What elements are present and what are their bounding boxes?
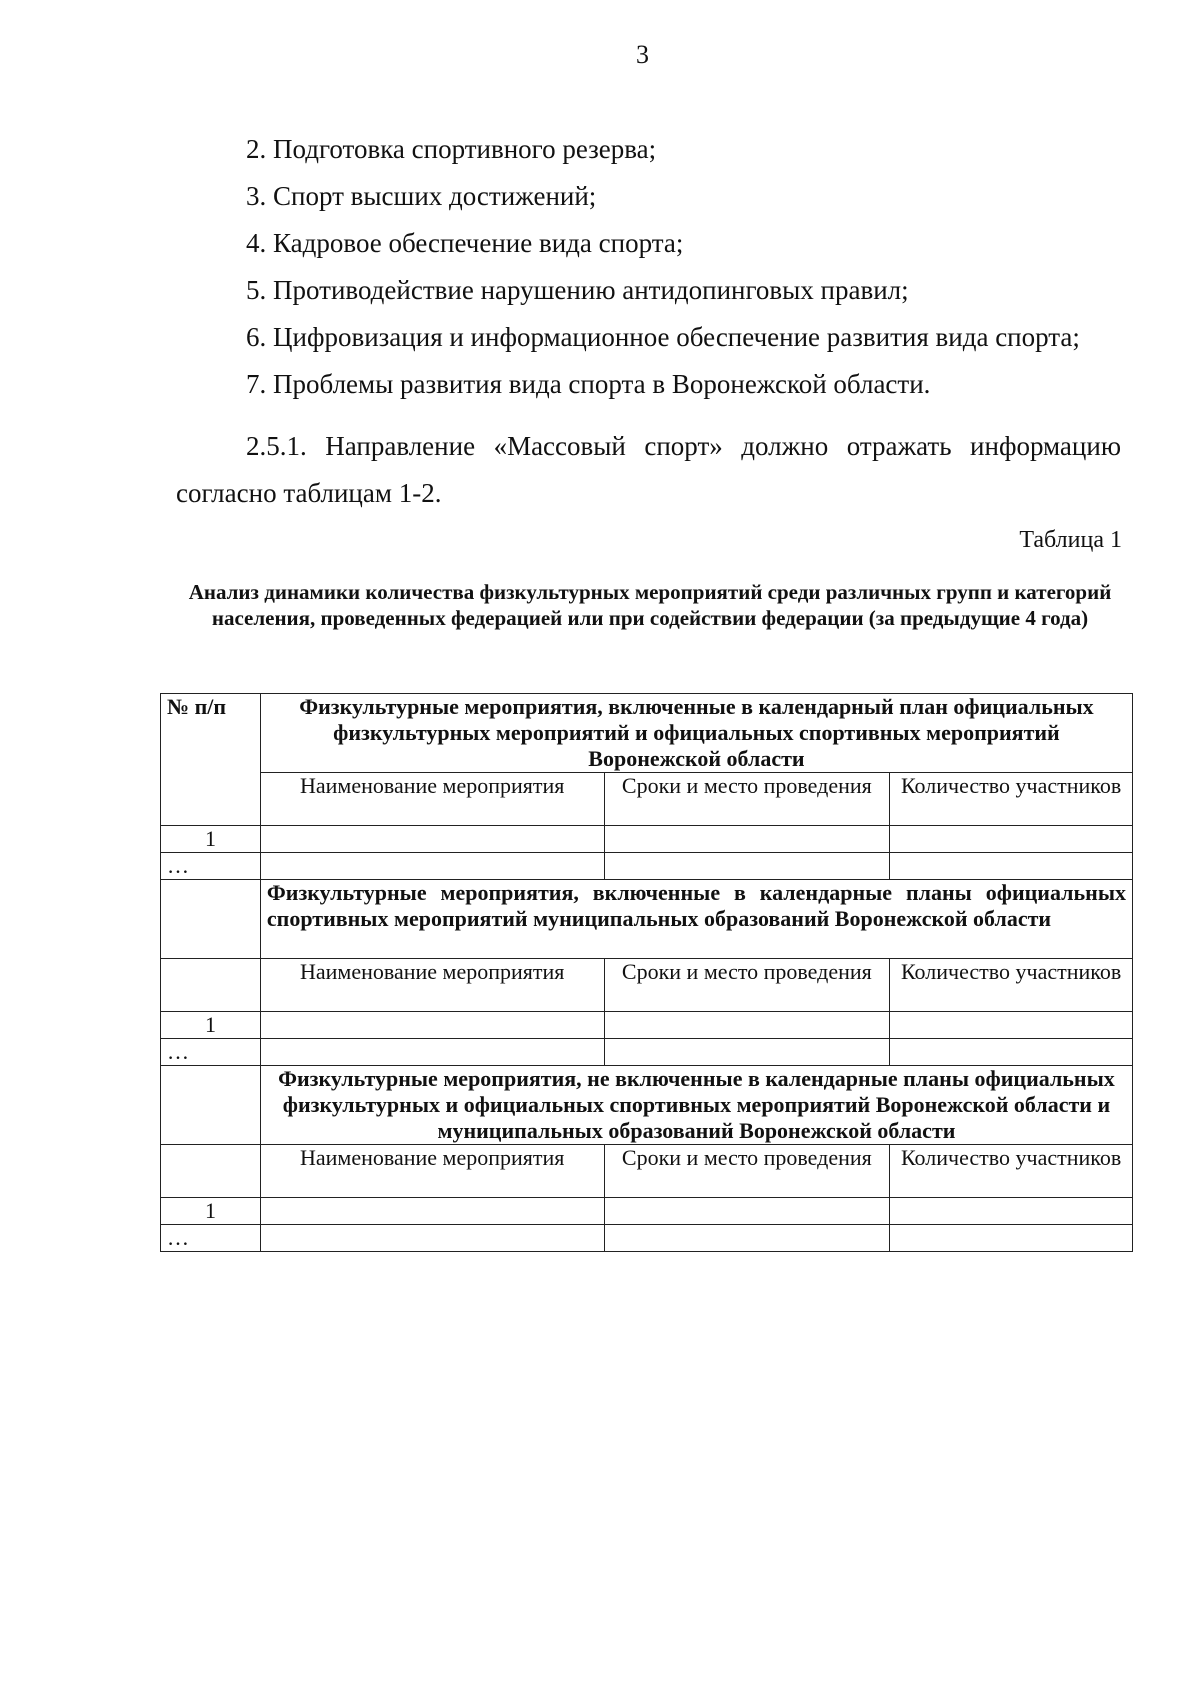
- column-header-name: Наименование мероприятия: [260, 959, 604, 1012]
- table-cell: [161, 880, 261, 959]
- list-item: 4. Кадровое обеспечение вида спорта;: [246, 228, 684, 258]
- table-cell: [890, 1198, 1133, 1225]
- paragraph-line-1: 2.5.1. Направление «Массовый спорт» должно отражать информацию: [246, 431, 1121, 461]
- table-cell: [161, 959, 261, 1012]
- numbered-list: [246, 126, 1080, 408]
- table-row: [161, 1198, 1133, 1225]
- table-label: Таблица 1: [1019, 527, 1122, 553]
- column-header-row: [161, 1145, 1133, 1198]
- column-header-row: [161, 773, 1133, 826]
- column-header-dates: Сроки и место проведения: [604, 773, 890, 826]
- column-header-row: [161, 959, 1133, 1012]
- paragraph: [176, 423, 1121, 517]
- row-number: 1: [161, 1012, 261, 1039]
- table-row: [161, 1012, 1133, 1039]
- section-header-row: [161, 1066, 1133, 1145]
- table-cell: [260, 1225, 604, 1252]
- table-cell: [260, 826, 604, 853]
- section-title: Физкультурные мероприятия, не включенные в календарные планы официальных физкультурных и официальных спортивных мероприятий Воронежской области и муниципальных образований Воронежской области: [260, 1066, 1132, 1145]
- table-cell: [604, 1198, 890, 1225]
- section-header-row: [161, 880, 1133, 959]
- column-header-name: Наименование мероприятия: [260, 1145, 604, 1198]
- list-item: 5. Противодействие нарушению антидопинговых правил;: [246, 275, 909, 305]
- column-header-dates: Сроки и место проведения: [604, 1145, 890, 1198]
- list-item: 2. Подготовка спортивного резерва;: [246, 134, 657, 164]
- table-cell: [161, 1066, 261, 1145]
- table-cell: [604, 1039, 890, 1066]
- table-cell: [604, 826, 890, 853]
- table-row: [161, 1039, 1133, 1066]
- table-title: Анализ динамики количества физкультурных мероприятий среди различных групп и категорий населения, проведенных федерацией или при содействии федерации (за предыдущие 4 года): [188, 580, 1112, 630]
- section-title: Физкультурные мероприятия, включенные в календарный план официальных физкультурных мероприятий и официальных спортивных мероприятий Воронежской области: [260, 694, 1132, 773]
- table-cell: [604, 853, 890, 880]
- table-cell: [604, 1225, 890, 1252]
- column-header-count: Количество участников: [890, 1145, 1133, 1198]
- events-table: [160, 693, 1133, 1252]
- column-header-count: Количество участников: [890, 773, 1133, 826]
- table-cell: [260, 1198, 604, 1225]
- table-row: [161, 1225, 1133, 1252]
- row-number: …: [161, 1225, 261, 1252]
- column-header-name: Наименование мероприятия: [260, 773, 604, 826]
- page-number: 3: [636, 40, 649, 69]
- row-number: …: [161, 853, 261, 880]
- row-number: …: [161, 1039, 261, 1066]
- table-row: [161, 826, 1133, 853]
- list-item: 3. Спорт высших достижений;: [246, 181, 597, 211]
- row-number: 1: [161, 1198, 261, 1225]
- table-cell: [890, 853, 1133, 880]
- table-cell: [260, 1039, 604, 1066]
- table-cell: [890, 1039, 1133, 1066]
- list-item: 6. Цифровизация и информационное обеспечение развития вида спорта;: [246, 322, 1080, 352]
- table-cell: [604, 1012, 890, 1039]
- section-header-row: [161, 694, 1133, 773]
- number-header: № п/п: [161, 694, 261, 826]
- section-title: Физкультурные мероприятия, включенные в календарные планы официальных спортивных мероприятий муниципальных образований Воронежской области: [260, 880, 1132, 959]
- table-cell: [890, 1225, 1133, 1252]
- list-item: 7. Проблемы развития вида спорта в Воронежской области.: [246, 369, 931, 399]
- table-cell: [260, 1012, 604, 1039]
- table-row: [161, 853, 1133, 880]
- column-header-count: Количество участников: [890, 959, 1133, 1012]
- table-cell: [260, 853, 604, 880]
- column-header-dates: Сроки и место проведения: [604, 959, 890, 1012]
- table-cell: [161, 1145, 261, 1198]
- row-number: 1: [161, 826, 261, 853]
- table-cell: [890, 1012, 1133, 1039]
- table-cell: [890, 826, 1133, 853]
- paragraph-line-2: согласно таблицам 1-2.: [176, 478, 442, 508]
